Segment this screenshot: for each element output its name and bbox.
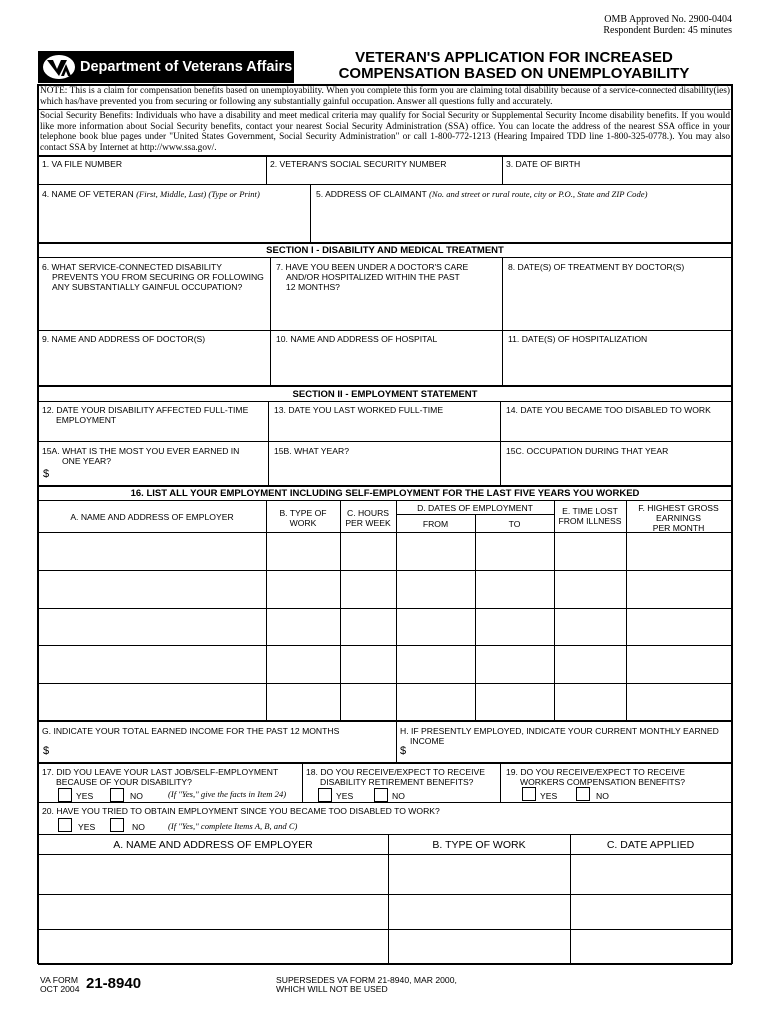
- disability-affected-field[interactable]: [38, 425, 268, 441]
- from-col-header: FROM: [422, 519, 449, 529]
- doctor-name-address-field[interactable]: [38, 346, 270, 385]
- va-logo-icon: [42, 54, 76, 80]
- q20-hint: (If "Yes," complete Items A, B, and C): [168, 821, 298, 831]
- q18-label: [306, 767, 485, 787]
- hospital-name-address-label: 10. NAME AND ADDRESS OF HOSPITAL: [276, 334, 438, 344]
- title-line-1: VETERAN'S APPLICATION FOR INCREASED: [355, 49, 673, 66]
- time-lost-line-2: FROM ILLNESS: [558, 516, 622, 526]
- claimant-address-label: [316, 189, 647, 199]
- disability-affected-label: [42, 405, 248, 425]
- section-1-title: SECTION I - DISABILITY AND MEDICAL TREATMENT: [266, 245, 504, 256]
- supersedes-line-1: SUPERSEDES VA FORM 21-8940, MAR 2000,: [276, 975, 457, 985]
- disability-line-3: ANY SUBSTANTIALLY GAINFUL OCCUPATION?: [52, 282, 243, 292]
- q20-no-label: NO: [132, 822, 145, 832]
- note-text: NOTE: This is a claim for compensation benefits based on unemployability. When you complete this form you are claiming total disability because of a service-connected disability(ies) which has/have prevented you from securing or following any substantially gainful occupation. Answer all questions fully and accurately.: [40, 86, 730, 107]
- q20-date-applied-col-header: C. DATE APPLIED: [606, 839, 695, 851]
- supersedes-note: [276, 976, 457, 994]
- va-file-number-field[interactable]: [38, 170, 266, 184]
- treatment-dates-field[interactable]: [503, 274, 731, 330]
- dates-col-header: D. DATES OF EMPLOYMENT: [417, 503, 533, 513]
- q17-no-checkbox[interactable]: [110, 788, 124, 802]
- occupation-field[interactable]: [501, 458, 731, 485]
- agency-banner: [38, 51, 294, 83]
- veteran-name-text: 4. NAME OF VETERAN: [42, 189, 134, 199]
- disability-affected-line-2: EMPLOYMENT: [56, 415, 117, 425]
- hours-col-header: [340, 508, 396, 528]
- item-16-title: 16. LIST ALL YOUR EMPLOYMENT INCLUDING SELF-EMPLOYMENT FOR THE LAST FIVE YEARS YOU WORKED: [130, 488, 640, 499]
- q19-no-label: NO: [596, 791, 609, 801]
- total-income-dollar: $: [43, 745, 50, 757]
- disability-field[interactable]: [38, 294, 270, 330]
- omb-approval: [603, 14, 732, 36]
- hospital-name-address-field[interactable]: [271, 346, 502, 385]
- type-work-line-2: WORK: [289, 518, 317, 528]
- total-income-label: G. INDICATE YOUR TOTAL EARNED INCOME FOR THE PAST 12 MONTHS: [42, 726, 340, 736]
- monthly-income-line-1: H. IF PRESENTLY EMPLOYED, INDICATE YOUR CURRENT MONTHLY EARNED: [400, 726, 719, 736]
- q19-yes-label: YES: [540, 791, 558, 801]
- monthly-income-dollar: $: [400, 745, 407, 757]
- ssn-field[interactable]: [267, 170, 502, 184]
- q20-employer-col-header: A. NAME AND ADDRESS OF EMPLOYER: [113, 839, 313, 851]
- disability-line-1: 6. WHAT SERVICE-CONNECTED DISABILITY: [42, 262, 223, 272]
- table-row[interactable]: [38, 684, 732, 720]
- q18-yes-checkbox[interactable]: [318, 788, 332, 802]
- table-row[interactable]: [38, 533, 732, 570]
- earnings-col-header: [626, 503, 731, 533]
- table-row[interactable]: [38, 895, 732, 929]
- type-work-line-1: B. TYPE OF: [279, 508, 327, 518]
- earnings-line-2: EARNINGS: [656, 513, 701, 523]
- q20-no-checkbox[interactable]: [110, 818, 124, 832]
- doctor-care-field[interactable]: [271, 294, 502, 330]
- earnings-line-3: PER MONTH: [652, 523, 705, 533]
- ssb-text: Social Security Benefits: Individuals who have a disability and meet medical criteria may qualify for Social Security or Supplemental Security Income disability benefits. If you would like more information about Social Security benefits, contact your nearest Social Security Administration (SSA) office. You can locate the address of the nearest SSA office in your telephone book blue pages under "United States Government, Social Security Administration" or call 1-800-772-1213 (Hearing Impaired TDD line 1-800-325-0778.). You may also contact SSA by Internet at http://www.ssa.gov/.: [40, 111, 730, 153]
- doctor-name-address-label: 9. NAME AND ADDRESS OF DOCTOR(S): [42, 334, 206, 344]
- last-worked-label: 13. DATE YOU LAST WORKED FULL-TIME: [274, 405, 444, 415]
- table-row[interactable]: [38, 609, 732, 645]
- omb-number: OMB Approved No. 2900-0404: [604, 14, 732, 25]
- occupation-label: 15C. OCCUPATION DURING THAT YEAR: [506, 446, 669, 456]
- claimant-address-hint: (No. and street or rural route, city or P.O., State and ZIP Code): [429, 189, 648, 199]
- last-worked-field[interactable]: [269, 418, 500, 441]
- disability-line-2: PREVENTS YOU FROM SECURING OR FOLLOWING: [52, 272, 264, 282]
- what-year-field[interactable]: [269, 458, 500, 485]
- q20-yes-label: YES: [78, 822, 96, 832]
- monthly-income-field[interactable]: [412, 742, 728, 760]
- table-row[interactable]: [38, 855, 732, 894]
- claimant-address-field[interactable]: [311, 202, 731, 242]
- earnings-line-1: F. HIGHEST GROSS: [638, 503, 719, 513]
- q18-no-label: NO: [392, 791, 405, 801]
- hospitalization-dates-field[interactable]: [503, 346, 731, 385]
- time-lost-col-header: [554, 506, 626, 526]
- hours-line-1: C. HOURS: [346, 508, 390, 518]
- q17-line-1: 17. DID YOU LEAVE YOUR LAST JOB/SELF-EMPLOYMENT: [42, 767, 279, 777]
- most-earned-field[interactable]: [54, 466, 266, 484]
- table-row[interactable]: [38, 571, 732, 608]
- q19-label: [506, 767, 685, 787]
- time-lost-line-1: E. TIME LOST: [562, 506, 618, 516]
- q18-line-2: DISABILITY RETIREMENT BENEFITS?: [320, 777, 474, 787]
- q19-line-1: 19. DO YOU RECEIVE/EXPECT TO RECEIVE: [506, 767, 685, 777]
- veteran-name-field[interactable]: [38, 202, 310, 242]
- q20-type-work-col-header: B. TYPE OF WORK: [432, 839, 526, 851]
- doctor-care-line-2: AND/OR HOSPITALIZED WITHIN THE PAST: [286, 272, 460, 282]
- most-earned-line-1: 15A. WHAT IS THE MOST YOU EVER EARNED IN: [42, 446, 240, 456]
- employer-col-header: A. NAME AND ADDRESS OF EMPLOYER: [70, 512, 234, 522]
- total-income-field[interactable]: [54, 742, 392, 760]
- doctor-care-line-1: 7. HAVE YOU BEEN UNDER A DOCTOR'S CARE: [276, 262, 469, 272]
- q17-no-label: NO: [130, 791, 143, 801]
- q20-label: 20. HAVE YOU TRIED TO OBTAIN EMPLOYMENT SINCE YOU BECAME TOO DISABLED TO WORK?: [42, 806, 440, 816]
- q18-no-checkbox[interactable]: [374, 788, 388, 802]
- form-id: [40, 976, 80, 994]
- to-col-header: TO: [508, 519, 521, 529]
- q17-yes-checkbox[interactable]: [58, 788, 72, 802]
- type-work-col-header: [266, 508, 340, 528]
- hospitalization-dates-label: 11. DATE(S) OF HOSPITALIZATION: [508, 334, 648, 344]
- too-disabled-field[interactable]: [501, 418, 731, 441]
- form-number: 21-8940: [86, 975, 142, 992]
- claimant-address-text: 5. ADDRESS OF CLAIMANT: [316, 189, 427, 199]
- table-row[interactable]: [38, 930, 732, 963]
- date-of-birth-label: 3. DATE OF BIRTH: [506, 159, 581, 169]
- form-date: OCT 2004: [40, 984, 80, 994]
- q20-yes-checkbox[interactable]: [58, 818, 72, 832]
- agency-name: Department of Veterans Affairs: [80, 59, 293, 75]
- date-of-birth-field[interactable]: [503, 170, 731, 184]
- disability-affected-line-1: 12. DATE YOUR DISABILITY AFFECTED FULL-TIME: [42, 405, 249, 415]
- q17-yes-label: YES: [76, 791, 94, 801]
- most-earned-line-2: ONE YEAR?: [62, 456, 112, 466]
- q19-yes-checkbox[interactable]: [522, 787, 536, 801]
- too-disabled-label: 14. DATE YOU BECAME TOO DISABLED TO WORK: [506, 405, 711, 415]
- monthly-income-line-2: INCOME: [410, 736, 445, 746]
- table-row[interactable]: [38, 646, 732, 683]
- most-earned-label: [42, 446, 239, 466]
- q19-line-2: WORKERS COMPENSATION BENEFITS?: [520, 777, 686, 787]
- ssn-label: 2. VETERAN'S SOCIAL SECURITY NUMBER: [270, 159, 447, 169]
- veteran-name-hint: (First, Middle, Last) (Type or Print): [136, 189, 260, 199]
- form-label: VA FORM: [40, 975, 79, 985]
- q17-line-2: BECAUSE OF YOUR DISABILITY?: [56, 777, 192, 787]
- treatment-dates-label: 8. DATE(S) OF TREATMENT BY DOCTOR(S): [508, 262, 685, 272]
- doctor-care-label: [276, 262, 468, 292]
- q17-hint: (If "Yes," give the facts in Item 24): [168, 789, 287, 799]
- q17-label: [42, 767, 278, 787]
- section-2-title: SECTION II - EMPLOYMENT STATEMENT: [292, 389, 478, 400]
- hours-line-2: PER WEEK: [345, 518, 391, 528]
- supersedes-line-2: WHICH WILL NOT BE USED: [276, 984, 388, 994]
- q18-yes-label: YES: [336, 791, 354, 801]
- what-year-label: 15B. WHAT YEAR?: [274, 446, 349, 456]
- doctor-care-line-3: 12 MONTHS?: [286, 282, 340, 292]
- respondent-burden: Respondent Burden: 45 minutes: [603, 25, 732, 36]
- q19-no-checkbox[interactable]: [576, 787, 590, 801]
- va-file-number-label: 1. VA FILE NUMBER: [42, 159, 123, 169]
- q18-line-1: 18. DO YOU RECEIVE/EXPECT TO RECEIVE: [306, 767, 485, 777]
- most-earned-dollar: $: [43, 468, 50, 480]
- disability-label: [42, 262, 264, 292]
- title-line-2: COMPENSATION BASED ON UNEMPLOYABILITY: [338, 65, 690, 82]
- veteran-name-label: [42, 189, 260, 199]
- form-title: [296, 50, 732, 82]
